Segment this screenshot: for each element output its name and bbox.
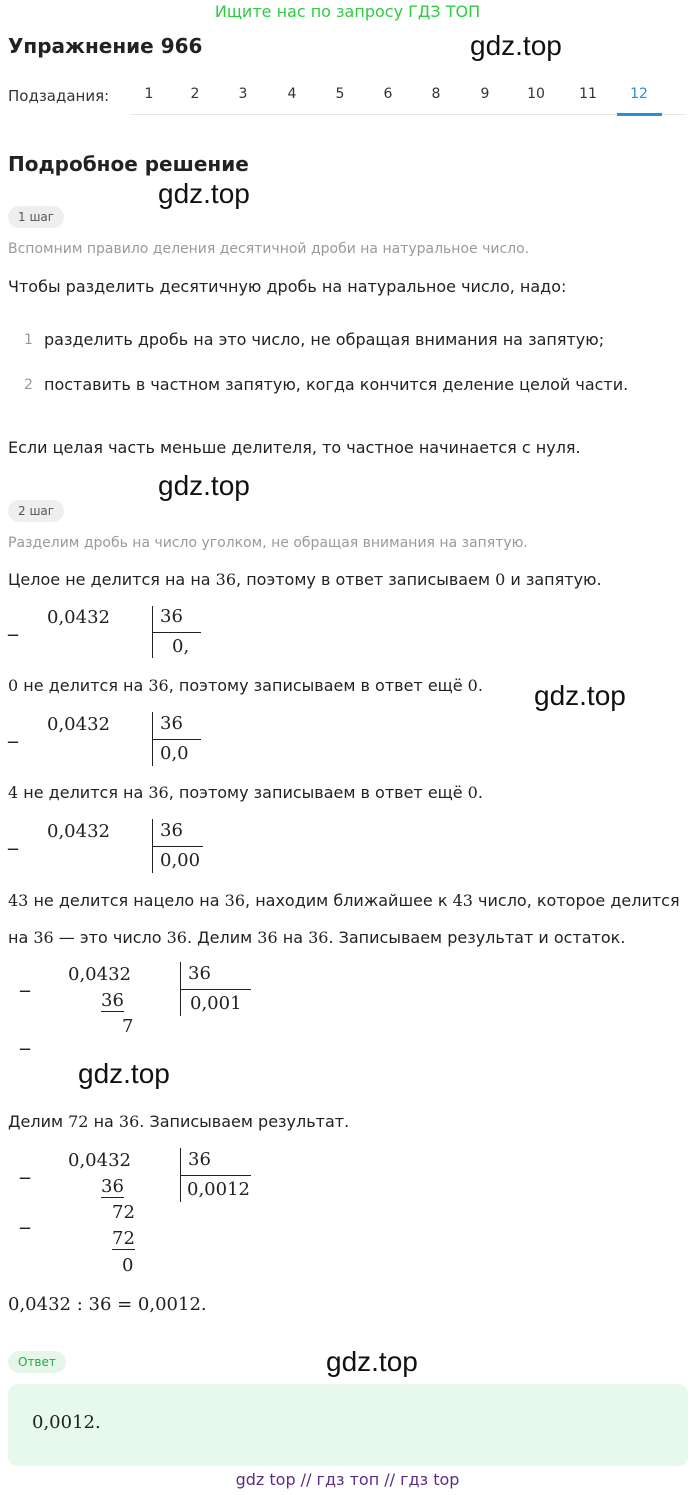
list-number: 1 [24, 332, 33, 348]
step-2-text-4-line-2: на 36 — это число 36. Делим 36 на 36. Записываем результат и остаток. [8, 928, 626, 947]
quotient: 0,001 [190, 993, 242, 1014]
remainder: 0 [122, 1255, 134, 1276]
dividend: 0,0432 [68, 1150, 131, 1171]
watermark: gdz.top [470, 30, 562, 61]
step-2-text-3: 4 не делится на 36, поэтому записываем в ответ ещё 0. [8, 783, 483, 802]
minus-sign: _ [20, 1205, 30, 1229]
list-item: разделить дробь на это число, не обращая внимания на запятую; [44, 330, 605, 349]
answer-box [8, 1384, 688, 1466]
subtask-tab-2[interactable]: 2 [190, 86, 200, 102]
subtask-tab-6[interactable]: 6 [383, 86, 393, 102]
watermark: gdz.top [78, 1058, 170, 1089]
list-number: 2 [24, 377, 33, 393]
step-2-text-5: Делим 72 на 36. Записываем результат. [8, 1112, 350, 1131]
next-dividend: 72 [112, 1202, 135, 1223]
subtasks-label: Подзадания: [8, 87, 110, 105]
answer-badge: Ответ [8, 1351, 66, 1373]
subtask-tab-4[interactable]: 4 [287, 86, 297, 102]
subtask-tab-3[interactable]: 3 [238, 86, 248, 102]
quotient: 0,0 [160, 743, 189, 764]
watermark: gdz.top [158, 470, 250, 501]
step-1-intro: Чтобы разделить десятичную дробь на натуральное число, надо: [8, 277, 567, 296]
quotient-line [181, 989, 251, 990]
step-2-text-4-line-1: 43 не делится нацело на 36, находим ближайшее к 43 число, которое делится [8, 891, 680, 910]
page-title: Упражнение 966 [8, 34, 203, 58]
subtask-tab-1[interactable]: 1 [144, 86, 154, 102]
dividend: 0,0432 [47, 607, 110, 628]
footer-links[interactable]: gdz top // гдз топ // гдз top [235, 1470, 460, 1489]
minus-sign: _ [8, 719, 18, 743]
step-1-note: Если целая часть меньше делителя, то частное начинается с нуля. [8, 438, 581, 457]
subtask-tab-11[interactable]: 11 [579, 86, 597, 102]
divisor: 36 [160, 606, 183, 627]
quotient-line [153, 739, 201, 740]
divisor: 36 [160, 820, 183, 841]
divisor: 36 [160, 713, 183, 734]
quotient-line [153, 846, 203, 847]
remainder: 7 [122, 1016, 134, 1037]
watermark: gdz.top [158, 178, 250, 209]
minus-sign: _ [20, 1026, 30, 1050]
quotient: 0,0012 [187, 1179, 250, 1200]
minus-sign: _ [8, 612, 18, 636]
subtrahend: 36 [101, 990, 124, 1011]
watermark: gdz.top [326, 1346, 418, 1377]
active-tab-indicator [617, 113, 662, 116]
step-1-hint: Вспомним правило деления десятичной дроби на натуральное число. [8, 241, 530, 257]
solution-heading: Подробное решение [8, 152, 249, 176]
divisor: 36 [188, 1149, 211, 1170]
subtasks-divider [130, 114, 686, 115]
answer-value: 0,0012. [32, 1412, 101, 1433]
step-1-badge: 1 шаг [8, 206, 64, 228]
minus-sign: _ [20, 1155, 30, 1179]
subtask-tab-5[interactable]: 5 [335, 86, 345, 102]
quotient-line [153, 632, 201, 633]
step-2-text-2: 0 не делится на 36, поэтому записываем в ответ ещё 0. [8, 676, 483, 695]
subtask-tab-10[interactable]: 10 [527, 86, 545, 102]
subtask-tab-9[interactable]: 9 [480, 86, 490, 102]
minus-sign: _ [20, 968, 30, 992]
watermark: gdz.top [534, 680, 626, 711]
subtrahend: 72 [112, 1228, 135, 1249]
quotient: 0, [172, 636, 190, 657]
subtrahend: 36 [101, 1176, 124, 1197]
quotient: 0,00 [160, 850, 201, 871]
dividend: 0,0432 [47, 821, 110, 842]
step-2-hint: Разделим дробь на число уголком, не обращая внимания на запятую. [8, 535, 528, 551]
minus-sign: _ [8, 826, 18, 850]
dividend: 0,0432 [47, 714, 110, 735]
search-banner: Ищите нас по запросу ГДЗ ТОП [214, 2, 481, 21]
list-item: поставить в частном запятую, когда кончится деление целой части. [44, 375, 629, 394]
quotient-line [181, 1175, 251, 1176]
divisor: 36 [188, 963, 211, 984]
final-equation: 0,0432 : 36 = 0,0012. [8, 1294, 207, 1315]
subtask-tab-12-active[interactable]: 12 [630, 86, 648, 102]
dividend: 0,0432 [68, 964, 131, 985]
step-2-badge: 2 шаг [8, 500, 64, 522]
step-2-text-1: Целое не делится на на 36, поэтому в ответ записываем 0 и запятую. [8, 570, 602, 589]
subtask-tab-8[interactable]: 8 [431, 86, 441, 102]
